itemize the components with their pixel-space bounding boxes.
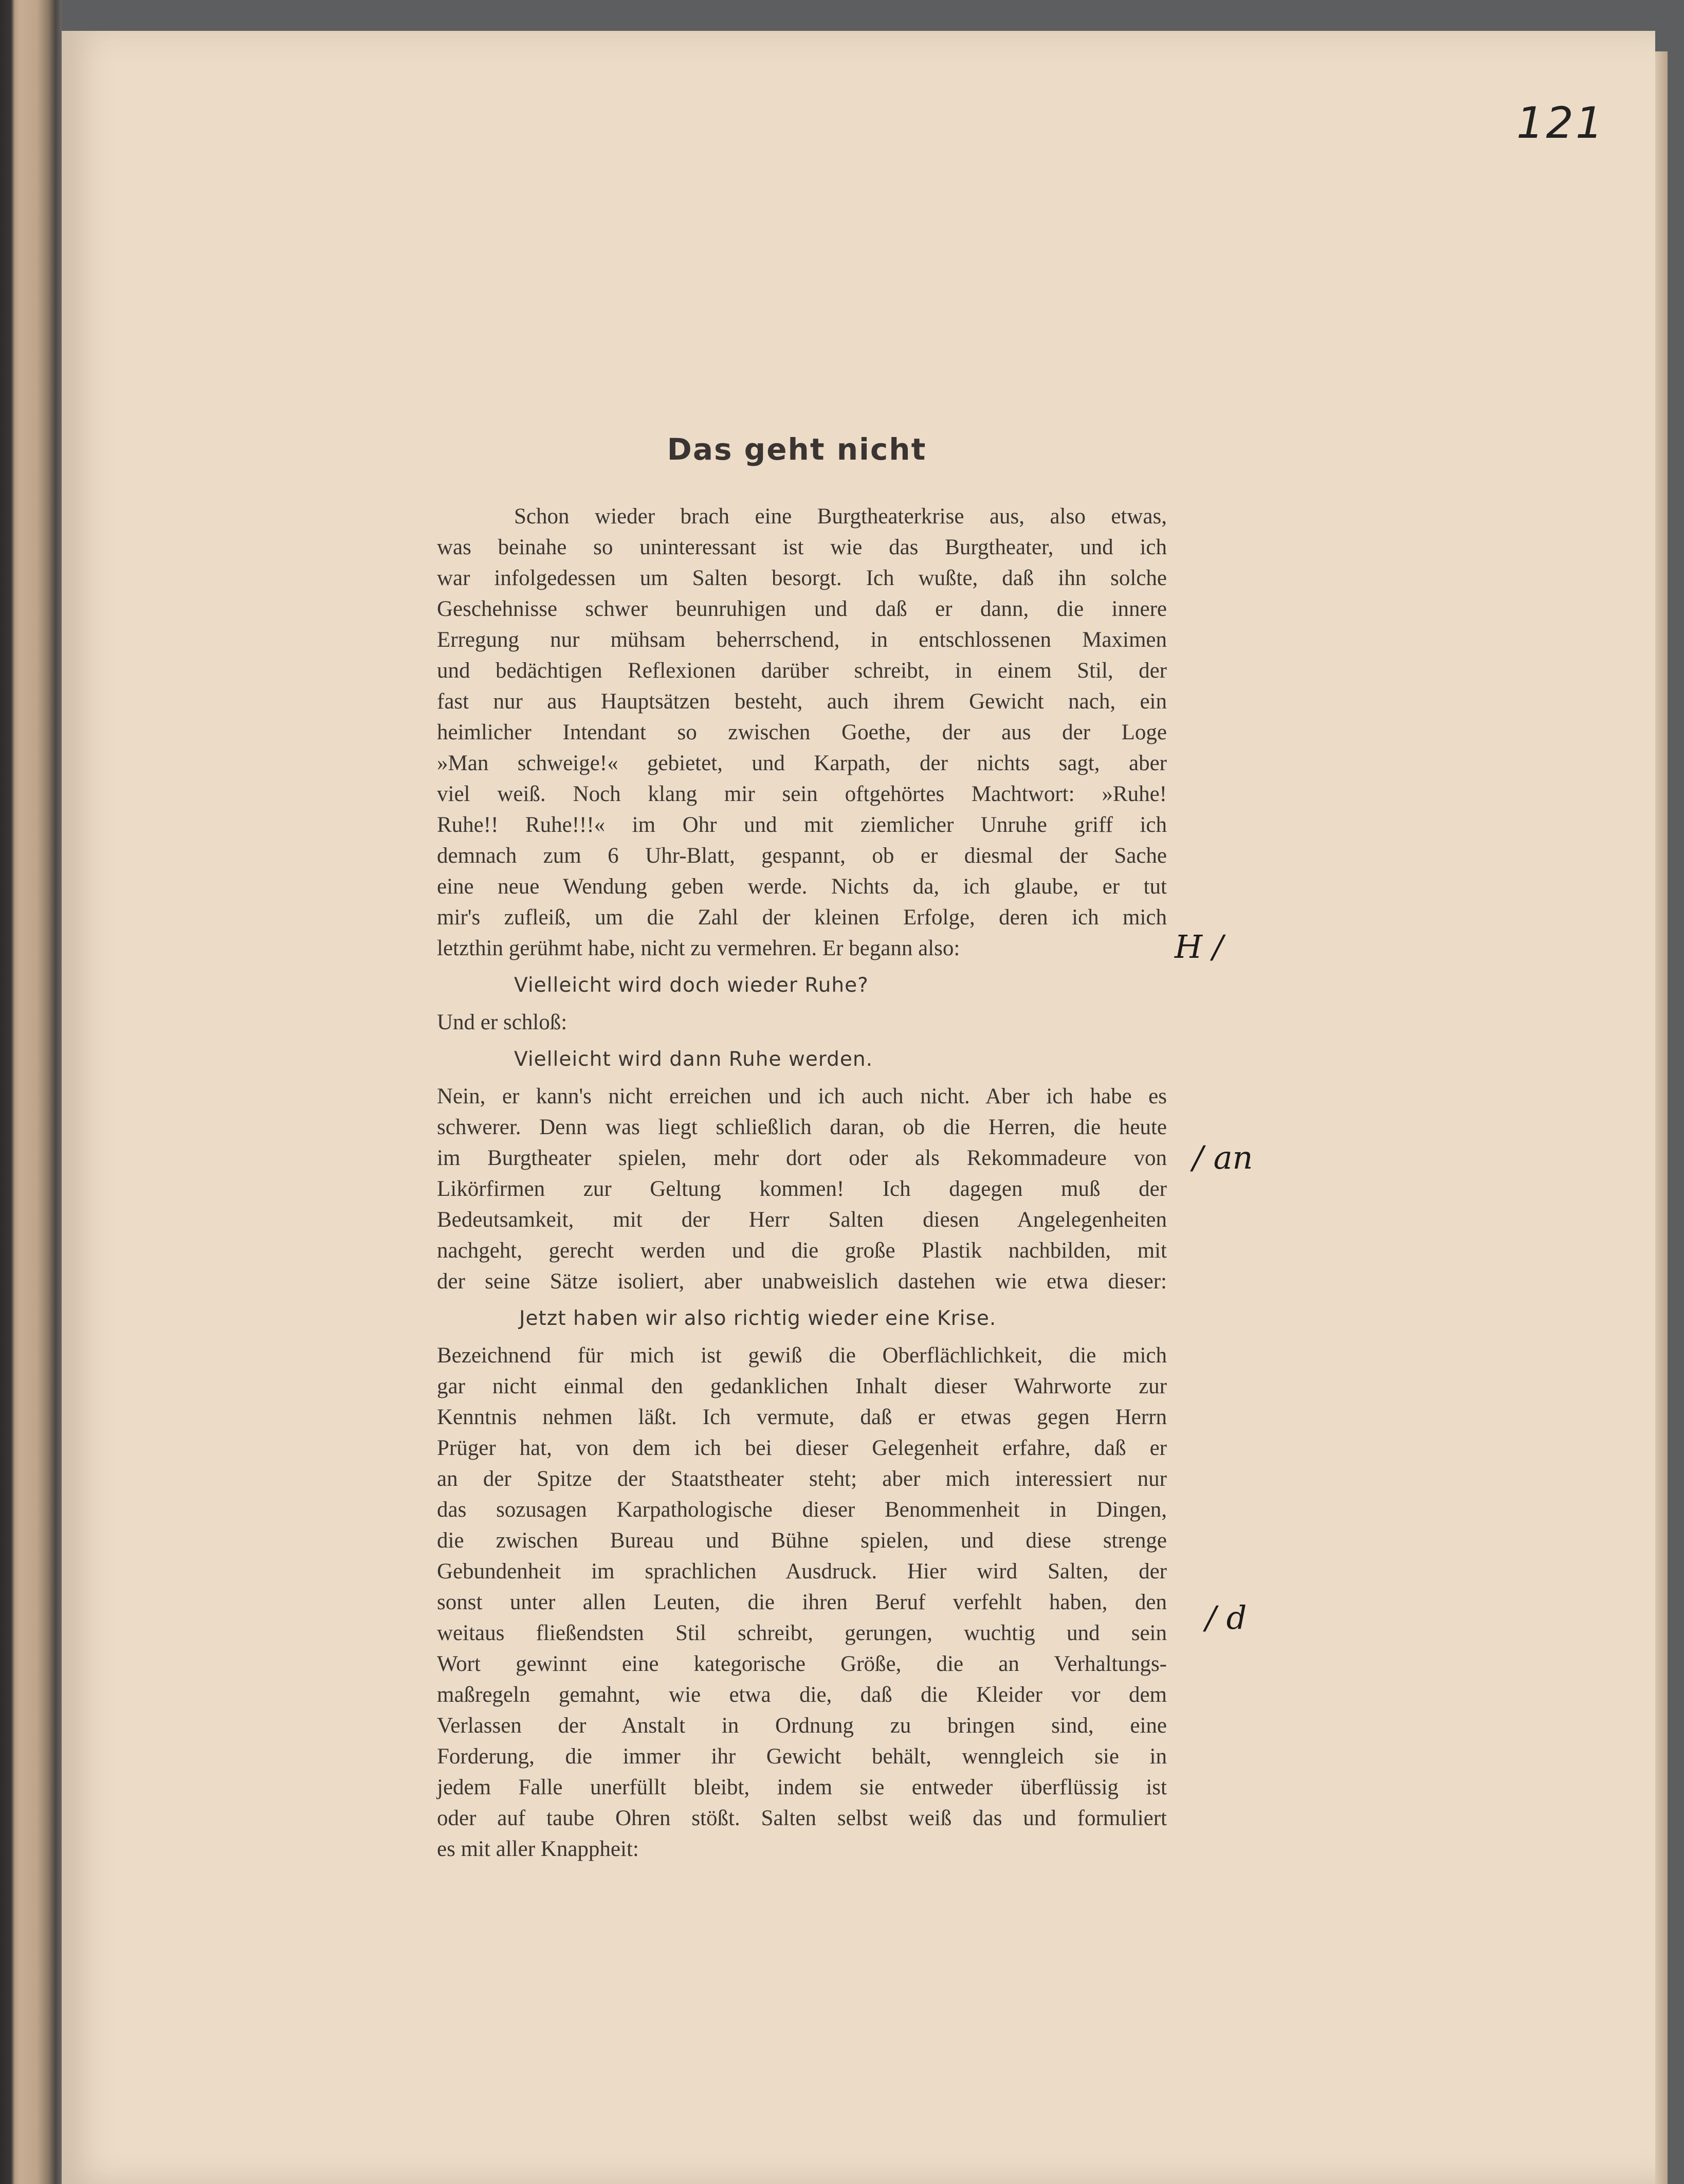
- margin-note-2: / an: [1193, 1139, 1253, 1176]
- page-title: Das geht nicht: [667, 432, 927, 467]
- paragraph-2: [437, 1081, 1167, 1297]
- text-line: sonst unter allen Leuten, die ihren Beruf verfehlt haben, den: [437, 1590, 1167, 1614]
- text-line: der seine Sätze isoliert, aber unabweislich dastehen wie etwa dieser:: [437, 1269, 1167, 1294]
- book-spine: [0, 0, 62, 2184]
- paragraph-3: [437, 1340, 1167, 1865]
- quote-3: Jetzt haben wir also richtig wieder eine Krise.: [519, 1307, 997, 1330]
- text-line: »Man schweige!« gebietet, und Karpath, der nichts sagt, aber: [437, 751, 1167, 775]
- text-line: Geschehnisse schwer beunruhigen und daß er dann, die innere: [437, 597, 1167, 621]
- text-line: Bezeichnend für mich ist gewiß die Oberflächlichkeit, die mich: [437, 1343, 1167, 1368]
- text-line: viel weiß. Noch klang mir sein oftgehörtes Machtwort: »Ruhe!: [437, 782, 1167, 806]
- text-line: fast nur aus Hauptsätzen besteht, auch ihrem Gewicht nach, ein: [437, 689, 1167, 714]
- text-line: und bedächtigen Reflexionen darüber schreibt, in einem Stil, der: [437, 659, 1167, 683]
- text-line: im Burgtheater spielen, mehr dort oder als Rekommadeure von: [437, 1146, 1167, 1170]
- text-line: schwerer. Denn was liegt schließlich daran, ob die Herren, die heute: [437, 1115, 1167, 1139]
- text-line: jedem Falle unerfüllt bleibt, indem sie entweder überflüssig ist: [437, 1775, 1167, 1799]
- text-line: das sozusagen Karpathologische dieser Benommenheit in Dingen,: [437, 1498, 1167, 1522]
- text-line: demnach zum 6 Uhr-Blatt, gespannt, ob er diesmal der Sache: [437, 844, 1167, 868]
- text-line: Verlassen der Anstalt in Ordnung zu bringen sind, eine: [437, 1714, 1167, 1738]
- text-line: eine neue Wendung geben werde. Nichts da, ich glaube, er tut: [437, 875, 1167, 899]
- text-line: Ruhe!! Ruhe!!!« im Ohr und mit ziemlicher Unruhe griff ich: [437, 813, 1167, 837]
- text-line: oder auf taube Ohren stößt. Salten selbst weiß das und formuliert: [437, 1806, 1167, 1830]
- text-line: die zwischen Bureau und Bühne spielen, und diese strenge: [437, 1528, 1167, 1553]
- text-line: Schon wieder brach eine Burgtheaterkrise aus, also etwas,: [514, 504, 1167, 529]
- margin-note-3: / d: [1205, 1599, 1247, 1636]
- text-line: Nein, er kann's nicht erreichen und ich auch nicht. Aber ich habe es: [437, 1084, 1167, 1108]
- text-line: Gebundenheit im sprachlichen Ausdruck. Hier wird Salten, der: [437, 1559, 1167, 1584]
- text-line: nachgeht, gerecht werden und die große Plastik nachbilden, mit: [437, 1239, 1167, 1263]
- article-body: [437, 501, 1167, 1865]
- text-line: Bedeutsamkeit, mit der Herr Salten diesen Angelegenheiten: [437, 1208, 1167, 1232]
- text-line: Kenntnis nehmen läßt. Ich vermute, daß er etwas gegen Herrn: [437, 1405, 1167, 1429]
- text-line: Erregung nur mühsam beherrschend, in entschlossenen Maximen: [437, 628, 1167, 652]
- text-line: mir's zufleiß, um die Zahl der kleinen Erfolge, deren ich mich: [437, 905, 1167, 930]
- text-line: Likörfirmen zur Geltung kommen! Ich dagegen muß der: [437, 1177, 1167, 1201]
- text-line: war infolgedessen um Salten besorgt. Ich wußte, daß ihn solche: [437, 566, 1167, 590]
- closing-line: Und er schloß:: [437, 1010, 568, 1034]
- text-line: letzthin gerühmt habe, nicht zu vermehren. Er begann also:: [437, 936, 960, 960]
- page-number: 121: [1516, 98, 1605, 148]
- page-edge: [1655, 51, 1668, 2184]
- text-line: Wort gewinnt eine kategorische Größe, die an Verhaltungs-: [437, 1652, 1167, 1676]
- text-line: was beinahe so uninteressant ist wie das Burgtheater, und ich: [437, 535, 1167, 559]
- text-line: weitaus fließendsten Stil schreibt, gerungen, wuchtig und sein: [437, 1621, 1167, 1645]
- quote-2: Vielleicht wird dann Ruhe werden.: [514, 1048, 873, 1071]
- quote-1: Vielleicht wird doch wieder Ruhe?: [514, 974, 869, 997]
- margin-note-1: H /: [1175, 928, 1223, 966]
- text-line: heimlicher Intendant so zwischen Goethe, der aus der Loge: [437, 720, 1167, 744]
- text-line: maßregeln gemahnt, wie etwa die, daß die Kleider vor dem: [437, 1683, 1167, 1707]
- text-line: gar nicht einmal den gedanklichen Inhalt dieser Wahrworte zur: [437, 1374, 1167, 1398]
- text-line: Prüger hat, von dem ich bei dieser Gelegenheit erfahre, daß er: [437, 1436, 1167, 1460]
- paragraph-1: [437, 501, 1167, 964]
- text-line: Forderung, die immer ihr Gewicht behält, wenngleich sie in: [437, 1744, 1167, 1769]
- text-line: an der Spitze der Staatstheater steht; aber mich interessiert nur: [437, 1467, 1167, 1491]
- text-line: es mit aller Knappheit:: [437, 1837, 639, 1861]
